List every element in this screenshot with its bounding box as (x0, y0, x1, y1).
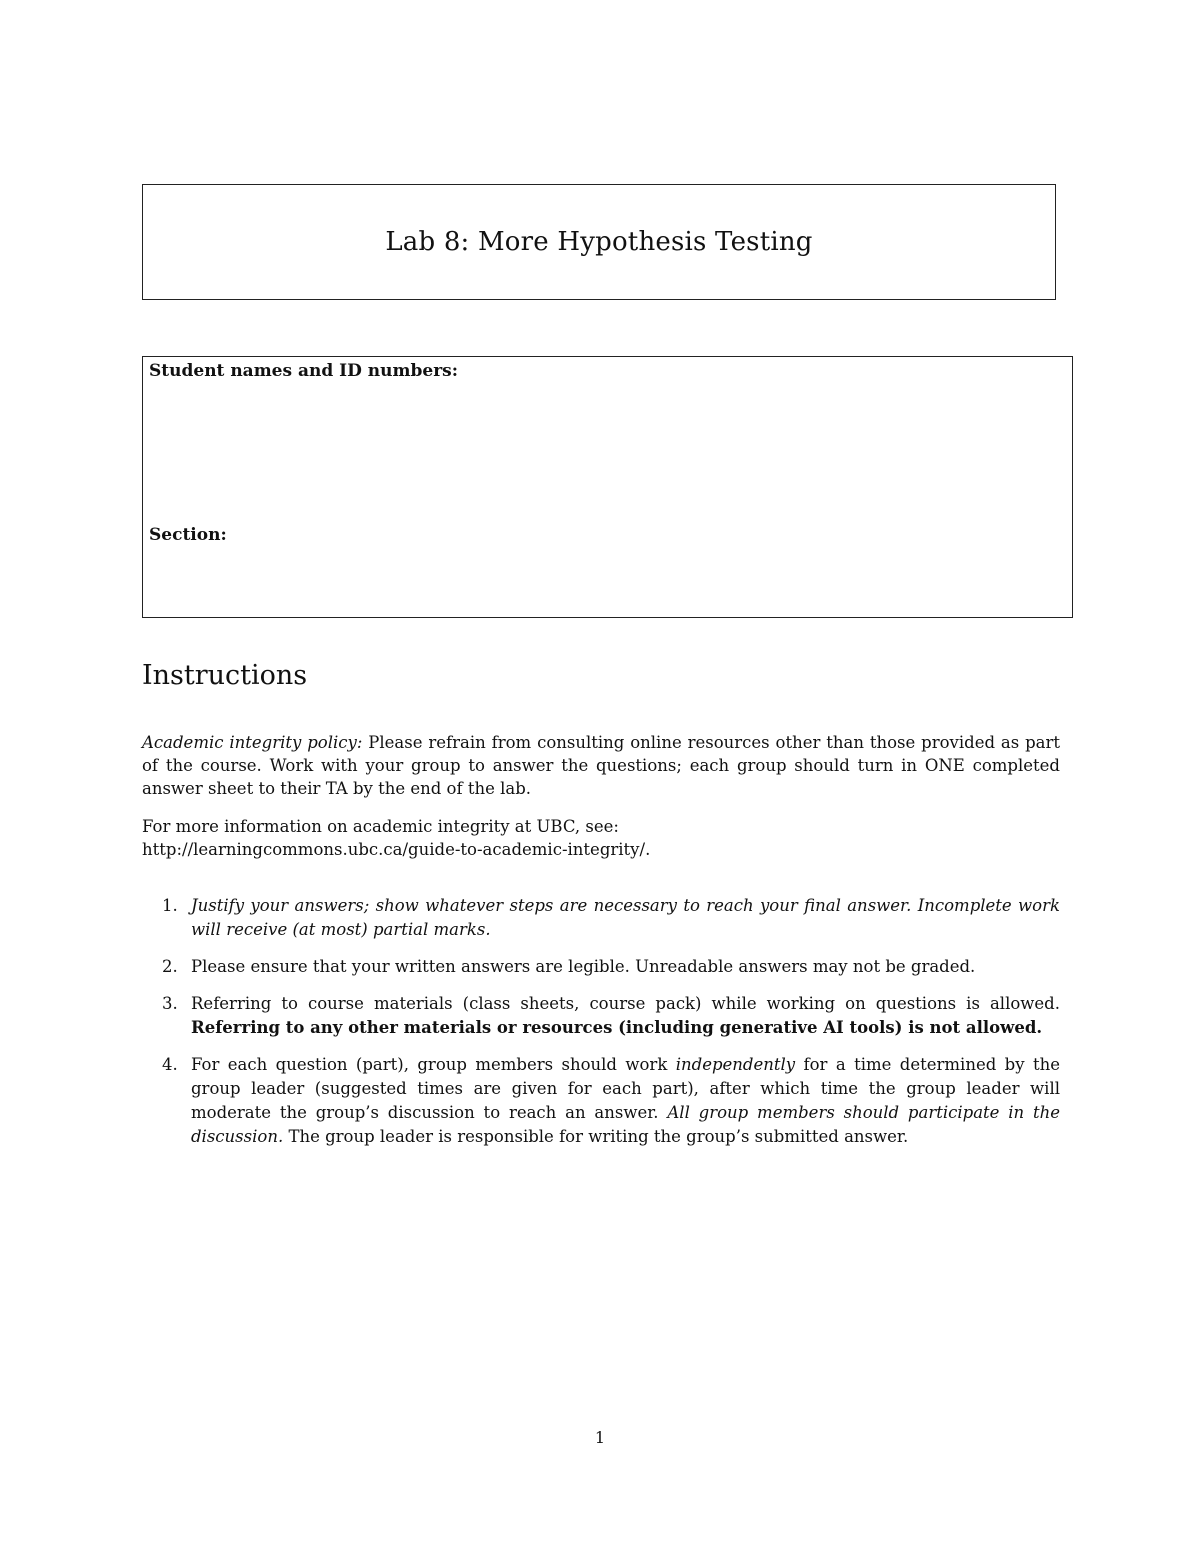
list-item (142, 955, 1060, 979)
list-item-number: 4. (162, 1055, 178, 1074)
list-item (142, 992, 1060, 1040)
integrity-policy-paragraph (142, 731, 1060, 800)
list-item (142, 894, 1060, 942)
section-label: Section: (149, 525, 227, 545)
page-number: 1 (594, 1428, 606, 1447)
instructions-heading: Instructions (142, 660, 308, 691)
rule-text: Justify your answers; show whatever steps are necessary to reach your final answer. Incomplete work will receive (at most) partial marks. (191, 896, 1060, 939)
rule-text: For each question (part), group members should work (191, 1055, 676, 1074)
page-title: Lab 8: More Hypothesis Testing (385, 227, 813, 257)
list-item-number: 1. (162, 896, 178, 915)
rule-text: Referring to course materials (class sheets, course pack) while working on questions is allowed. (191, 994, 1060, 1013)
student-info-box (142, 356, 1073, 618)
integrity-link[interactable]: http://learningcommons.ubc.ca/guide-to-academic-integrity/. (142, 840, 651, 859)
rule-italic-text: All group members should participate in the discussion. (191, 1103, 1061, 1146)
rule-italic-text: independently (675, 1055, 796, 1074)
title-box (142, 184, 1056, 300)
integrity-policy-text: Please refrain from consulting online resources other than those provided as part of the course. Work with your group to answer the questions; each group should turn in ONE completed answer sheet to their TA by the end of the lab. (142, 733, 1060, 798)
student-names-label: Student names and ID numbers: (149, 361, 458, 381)
rules-list (142, 894, 1060, 1162)
rule-text: for a time determined by the group leader (suggested times are given for each part), after which time the group leader will moderate the group’s discussion to reach an answer. (191, 1055, 1060, 1122)
list-item-number: 2. (162, 957, 178, 976)
rule-text: Please ensure that your written answers are legible. Unreadable answers may not be graded. (191, 957, 976, 976)
rule-bold-text: Referring to any other materials or resources (including generative AI tools) is not allowed. (191, 1018, 1043, 1037)
rule-text: The group leader is responsible for writing the group’s submitted answer. (283, 1127, 909, 1146)
more-info-text: For more information on academic integrity at UBC, see: (142, 817, 619, 836)
list-item (142, 1053, 1060, 1149)
more-info-paragraph (142, 815, 1060, 861)
integrity-policy-label: Academic integrity policy: (142, 733, 363, 752)
list-item-number: 3. (162, 994, 178, 1013)
